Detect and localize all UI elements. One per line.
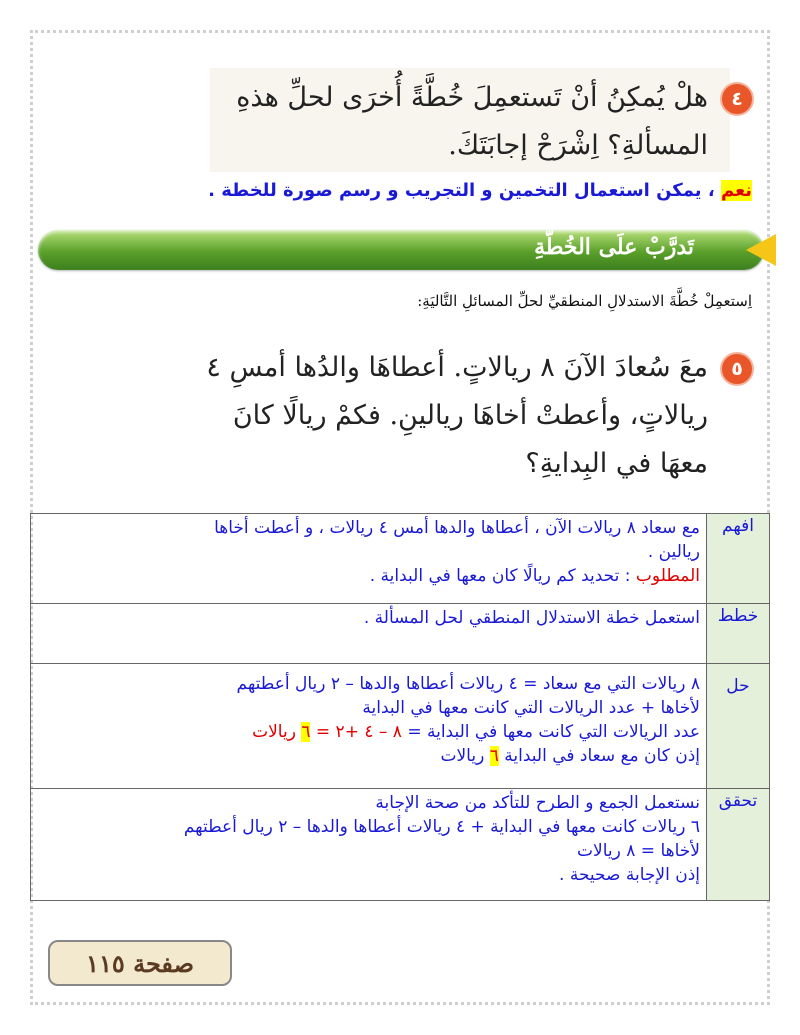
section-banner <box>38 230 764 270</box>
equation-result: ٦ <box>301 722 311 742</box>
answer-text: ، يمكن استعمال التخمين و التجريب و رسم صورة للخطة . <box>208 180 715 201</box>
equation-body: ٨ – ٤ +٢ = <box>315 722 402 742</box>
content-line: ٨ ريالات التي مع سعاد = ٤ ريالات أعطاها والدها – ٢ ريال أعطتهم <box>236 674 700 694</box>
answer-highlight: نعم <box>720 180 752 201</box>
conclusion-prefix: إذن كان مع سعاد في البداية <box>504 746 700 766</box>
answer-4 <box>208 180 752 201</box>
solution-table <box>30 513 770 901</box>
question-4-line-1: هلْ يُمكِنُ أنْ تَستعمِلَ خُطَّةً أُخرَى لحلِّ هذهِ <box>236 82 708 113</box>
required-text: : تحديد كم ريالًا كان معها في البداية . <box>369 566 631 586</box>
content-line <box>37 564 700 588</box>
question-4-line-2: المسألةِ؟ اِشْرَحْ إجابَتَكَ. <box>448 130 708 161</box>
content-line: لأخاها + عدد الريالات التي كانت معها في البداية <box>362 698 700 718</box>
conclusion-line <box>37 744 700 768</box>
equation-unit: ريالات <box>252 722 296 742</box>
row-label: تحقق <box>707 789 770 901</box>
row-content <box>31 789 707 901</box>
row-content <box>31 514 707 604</box>
conclusion-unit: ريالات <box>440 746 485 766</box>
question-5-line-3: معهَا في البِدايةِ؟ <box>525 448 708 479</box>
row-content <box>31 664 707 789</box>
content-line: مع سعاد ٨ ريالات الآن ، أعطاها والدها أمس ٤ ريالات ، و أعطت أخاها <box>214 518 700 538</box>
content-line: ٦ ريالات كانت معها في البداية + ٤ ريالات أعطاها والدها – ٢ ريال أعطتهم <box>183 817 700 837</box>
content-line: لأخاها = ٨ ريالات <box>577 841 700 861</box>
row-label: خطط <box>707 604 770 664</box>
equation-prefix: عدد الريالات التي كانت معها في البداية = <box>407 722 700 742</box>
table-row <box>31 789 770 901</box>
table-row <box>31 514 770 604</box>
conclusion-value: ٦ <box>489 746 499 766</box>
table-row <box>31 664 770 789</box>
banner-title: تَدرَّبْ علَى الخُطَّةِ <box>534 234 694 260</box>
row-label: حل <box>707 664 770 789</box>
table-row <box>31 604 770 664</box>
row-label: افهم <box>707 514 770 604</box>
instruction-text: اِستعمِلْ خُطَّةَ الاستدلالِ المنطقيِّ لحلِّ المسائلِ التَّاليَةِ: <box>417 292 752 310</box>
page-number: صفحة ١١٥ <box>48 940 232 986</box>
required-label: المطلوب <box>635 566 700 586</box>
question-number-badge: ٤ <box>720 82 754 116</box>
question-5-line-1: معَ سُعادَ الآنَ ٨ ريالاتٍ. أعطاهَا والدُها أمسِ ٤ <box>206 352 708 383</box>
content-line: ريالين . <box>647 542 700 562</box>
content-line: نستعمل الجمع و الطرح للتأكد من صحة الإجابة <box>375 793 700 813</box>
triangle-arrow-icon <box>746 234 776 266</box>
question-number-badge: ٥ <box>720 352 754 386</box>
row-content <box>31 604 707 664</box>
equation-line <box>37 720 700 744</box>
question-5-line-2: ريالاتٍ، وأعطتْ أخاهَا ريالينِ. فكمْ ريالًا كانَ <box>232 400 708 431</box>
content-line: إذن الإجابة صحيحة . <box>559 865 700 885</box>
content-line: استعمل خطة الاستدلال المنطقي لحل المسألة . <box>363 608 700 628</box>
